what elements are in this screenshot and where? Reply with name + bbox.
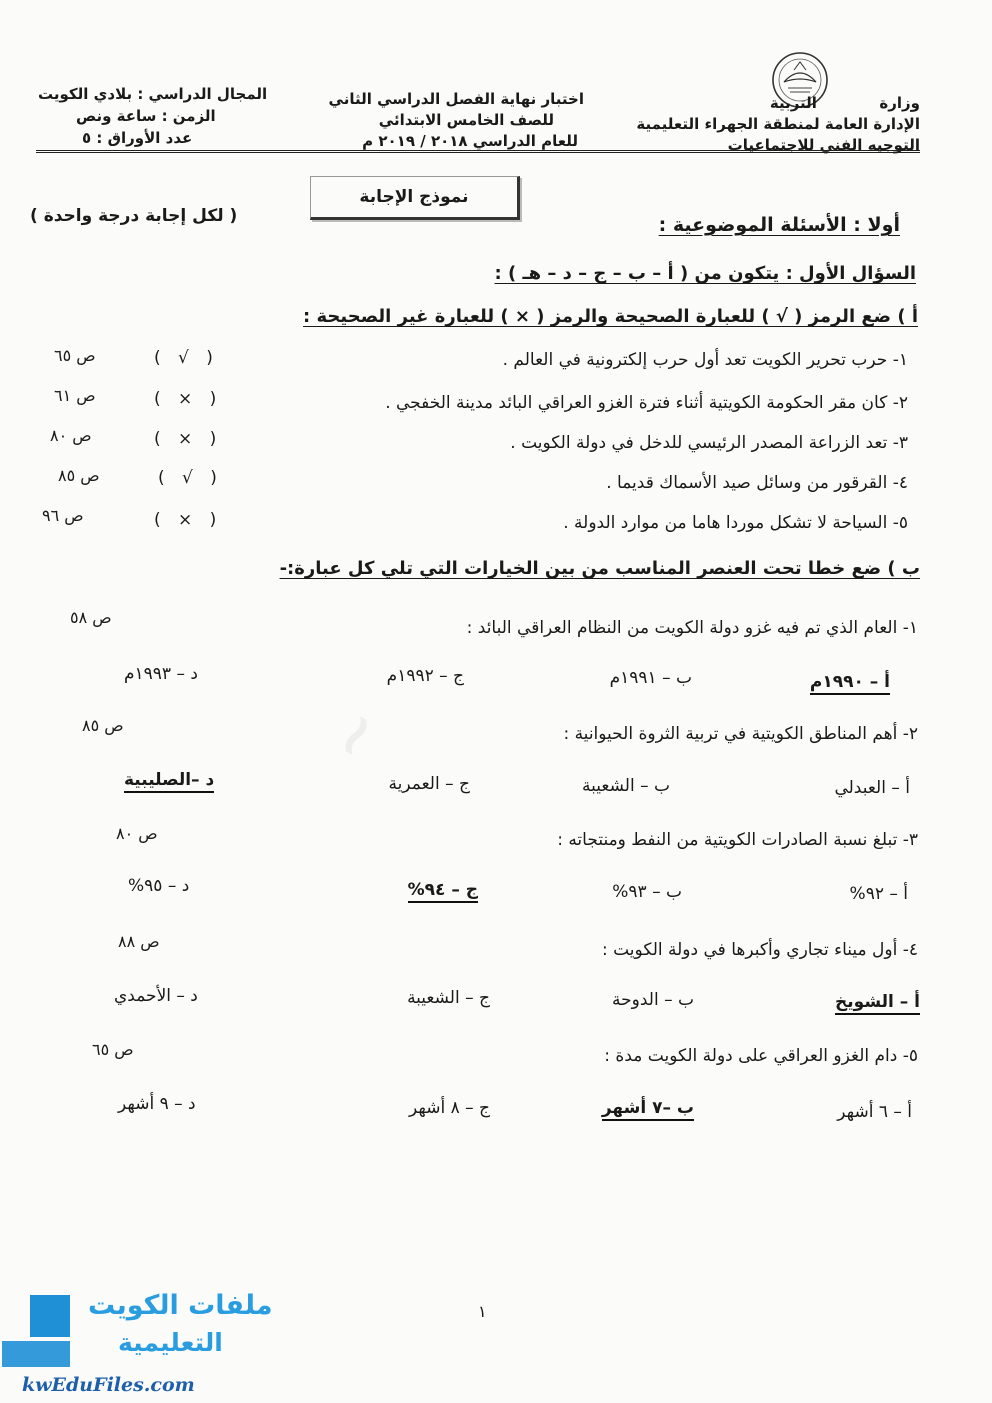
logo-square-icon xyxy=(30,1295,70,1337)
part-b-q5-option-c: ج – ٨ أشهر xyxy=(408,1098,490,1118)
part-b-q2-option-d: د –الصليبية xyxy=(124,770,214,793)
part-b-q4-option-b: ب – الدوحة xyxy=(612,990,694,1010)
part-a-title: أ ) ضع الرمز ( √ ) للعبارة الصحيحة والرمز ( × ) للعبارة غير الصحيحة : xyxy=(303,306,918,327)
part-b-q3-option-b: ب – ٩٣% xyxy=(612,882,682,902)
part-a-mark-5: ( × ) xyxy=(154,510,223,530)
part-b-question-3: ٣- تبلغ نسبة الصادرات الكويتية من النفط ومنتجاته : xyxy=(557,830,918,850)
part-b-q3-option-a: أ – ٩٢% xyxy=(849,884,908,904)
part-a-page-4: ص ٨٥ xyxy=(58,466,100,485)
department-name: التوجيه الفني للاجتماعيات xyxy=(727,136,920,154)
exam-title: اختبار نهاية الفصل الدراسي الثاني xyxy=(328,90,584,108)
part-b-title: ب ) ضع خطا تحت العنصر المناسب من بين الخيارات التي تلي كل عبارة:- xyxy=(279,558,920,579)
part-b-q5-option-b: ب –٧ أشهر xyxy=(602,1098,694,1121)
grading-note: ( لكل إجابة درجة واحدة ) xyxy=(30,206,238,226)
part-b-q1-option-d: د – ١٩٩٣م xyxy=(124,664,198,684)
part-b-q2-option-a: أ – العبدلي xyxy=(834,778,910,798)
part-b-q1-option-b: ب – ١٩٩١م xyxy=(609,668,692,688)
part-a-page-1: ص ٦٥ xyxy=(54,346,96,365)
part-a-statement-5: ٥- السياحة لا تشكل موردا هاما من موارد الدولة . xyxy=(563,513,908,533)
part-b-page-5: ص ٦٥ xyxy=(92,1040,134,1059)
part-b-q4-option-c: ج – الشعيبة xyxy=(407,988,490,1008)
part-b-q1-option-a: أ – ١٩٩٠م xyxy=(810,672,890,695)
part-b-question-2: ٢- أهم المناطق الكويتية في تربية الثروة الحيوانية : xyxy=(563,724,918,744)
part-a-statement-3: ٣- تعد الزراعة المصدر الرئيسي للدخل في دولة الكويت . xyxy=(510,433,908,453)
part-b-q4-option-a: أ – الشويخ xyxy=(835,992,920,1015)
part-b-q5-option-d: د – ٩ أشهر xyxy=(118,1094,196,1114)
part-b-page-4: ص ٨٨ xyxy=(118,932,160,951)
logo-bar-icon xyxy=(2,1341,70,1367)
part-a-mark-3: ( × ) xyxy=(154,429,223,449)
part-b-page-3: ص ٨٠ xyxy=(116,824,158,843)
ministry-word: وزارة xyxy=(879,94,920,112)
part-a-mark-4: ( √ ) xyxy=(158,468,223,488)
part-b-q1-option-c: ج – ١٩٩٢م xyxy=(386,666,464,686)
school-year: للعام الدراسي ٢٠١٨ / ٢٠١٩ م xyxy=(362,132,578,150)
part-b-q3-option-d: د – ٩٥% xyxy=(128,876,190,896)
part-a-page-2: ص ٦١ xyxy=(54,386,96,405)
part-b-q5-option-a: أ – ٦ أشهر xyxy=(837,1102,912,1122)
background-watermark: ~ xyxy=(312,695,399,775)
logo-title: ملفات الكويت xyxy=(88,1290,273,1321)
answer-model-box: نموذج الإجابة xyxy=(310,176,520,220)
education-word: التربية xyxy=(769,94,817,112)
part-a-statement-2: ٢- كان مقر الحكومة الكويتية أثناء فترة الغزو العراقي البائد مدينة الخفجي . xyxy=(385,393,908,413)
part-a-page-3: ص ٨٠ xyxy=(50,426,92,445)
part-a-statement-4: ٤- القرقور من وسائل صيد الأسماك قديما . xyxy=(606,473,908,493)
part-b-q2-option-c: ج – العمرية xyxy=(388,774,470,794)
subject-field: المجال الدراسي : بلادي الكويت xyxy=(38,85,268,103)
part-b-q4-option-d: د – الأحمدي xyxy=(114,986,198,1006)
time-field: الزمن : ساعة ونص xyxy=(76,107,216,125)
part-a-page-5: ص ٩٦ xyxy=(42,506,84,525)
ministry-line1 xyxy=(770,93,920,113)
part-b-page-1: ص ٥٨ xyxy=(70,608,112,627)
section-title: أولا : الأسئلة الموضوعية : xyxy=(658,214,900,236)
district-name: الإدارة العامة لمنطقة الجهراء التعليمية xyxy=(636,115,920,133)
logo-url: kwEduFiles.com xyxy=(22,1374,195,1396)
part-a-statement-1: ١- حرب تحرير الكويت تعد أول حرب إلكترونية في العالم . xyxy=(502,350,908,370)
header-divider xyxy=(36,150,920,153)
part-a-mark-2: ( × ) xyxy=(154,389,223,409)
part-b-q3-option-c: ج – ٩٤% xyxy=(408,880,478,903)
page-number: ١ xyxy=(478,1302,487,1321)
pages-count: عدد الأوراق : ٥ xyxy=(82,129,193,147)
part-b-q2-option-b: ب – الشعيبة xyxy=(582,776,670,796)
part-b-question-5: ٥- دام الغزو العراقي على دولة الكويت مدة : xyxy=(604,1046,918,1066)
part-a-mark-1: ( √ ) xyxy=(154,348,219,368)
part-b-question-4: ٤- أول ميناء تجاري وأكبرها في دولة الكويت : xyxy=(601,940,918,960)
grade-label: للصف الخامس الابتدائي xyxy=(378,111,554,129)
logo-subtitle: التعليمية xyxy=(118,1328,223,1357)
part-b-page-2: ص ٨٥ xyxy=(82,716,124,735)
question1-title: السؤال الأول : يتكون من ( أ – ب – ج – د – هـ ) : xyxy=(494,263,916,284)
part-b-question-1: ١- العام الذي تم فيه غزو دولة الكويت من النظام العراقي البائد : xyxy=(466,618,918,638)
